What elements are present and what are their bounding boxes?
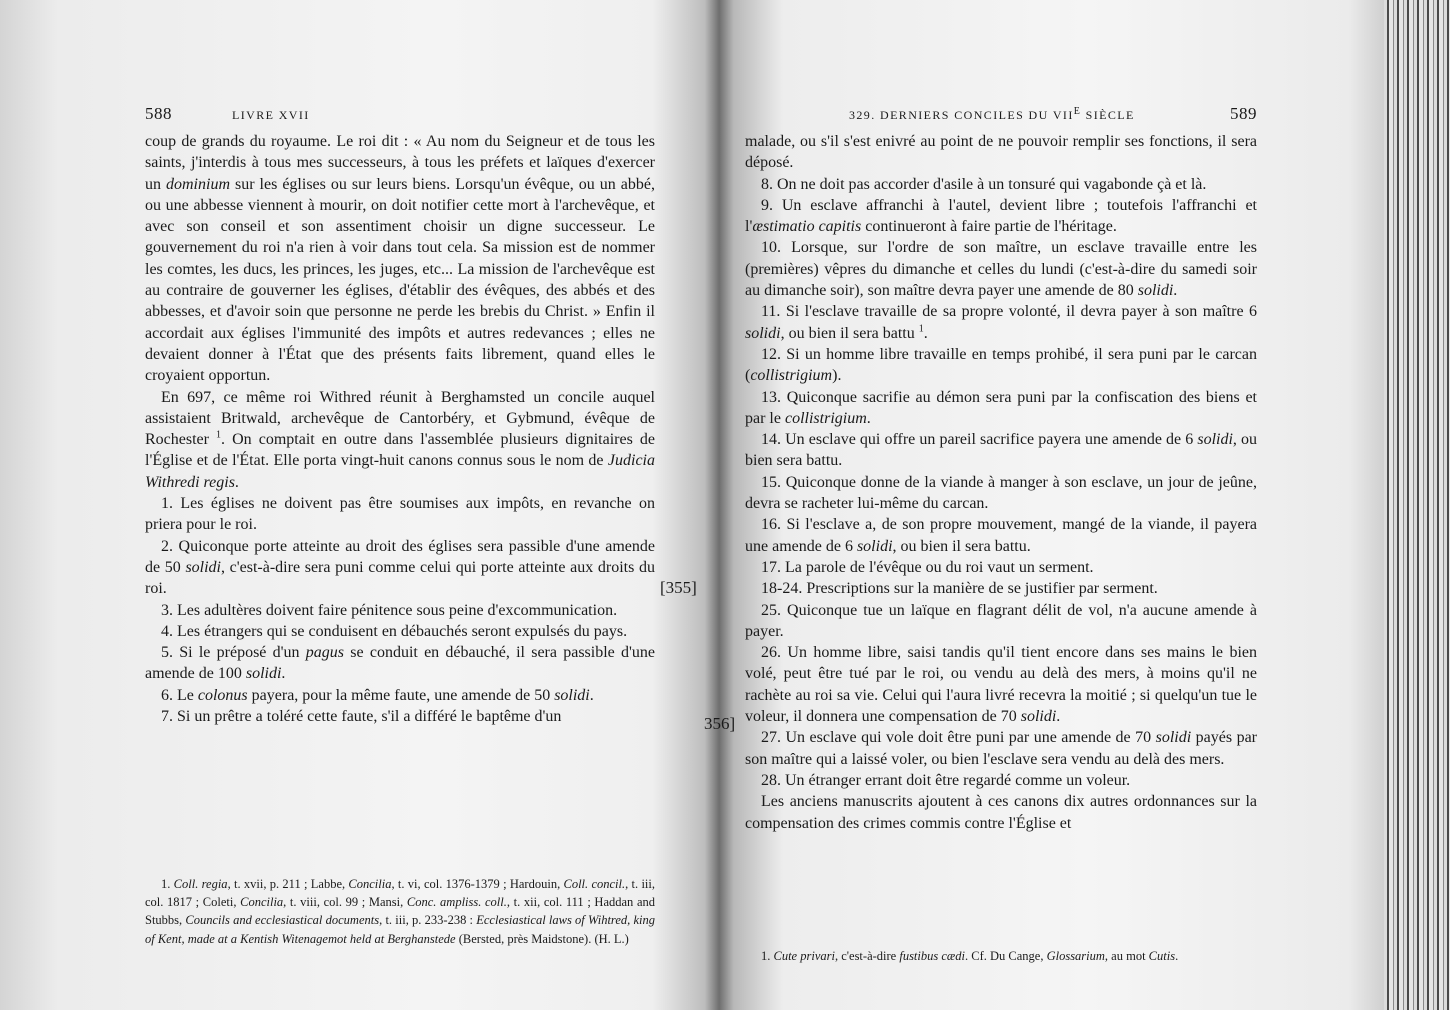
right-paragraph: 18-24. Prescriptions sur la manière de se justifier par serment. — [761, 580, 1158, 598]
left-paragraph: 6. Le colonus payera, pour la même faute, une amende de 50 solidi. — [161, 686, 594, 704]
right-paragraph: 10. Lorsque, sur l'ordre de son maître, un esclave travaille entre les (premières) vêpres du dimanche et celles du lundi (c'est-à-dire du samedi soir au dimanche soir), son maître devra payer une amende de 80 solidi. — [745, 239, 1257, 300]
left-paragraph: 4. Les étrangers qui se conduisent en débauchés seront expulsés du pays. — [161, 622, 628, 640]
right-paragraph: 26. Un homme libre, saisi tandis qu'il tient encore dans ses mains le bien volé, peut être tué par le roi, ou vendu au delà des mers, à moins qu'il ne rachète au roi sa vie. Celui qui l'aura livré recevra la moitié ; si quelqu'un tue le voleur, il donnera une compensation de 70 solidi. — [745, 644, 1257, 726]
right-paragraph: 8. On ne doit pas accorder d'asile à un tonsuré qui vagabonde çà et là. — [761, 175, 1207, 193]
left-body-text — [145, 131, 655, 727]
right-paragraph: 14. Un esclave qui offre un pareil sacrifice payera une amende de 6 solidi, ou bien sera battu. — [745, 431, 1258, 470]
right-paragraph: 15. Quiconque donne de la viande à manger à son esclave, un jour de jeûne, devra se racheter lui-même du carcan. — [745, 473, 1257, 513]
right-paragraph: 13. Quiconque sacrifie au démon sera puni par la confiscation des biens et par le collistrigium. — [745, 388, 1257, 427]
left-paragraph: 7. Si un prêtre a toléré cette faute, s'il a différé le baptême d'un — [161, 708, 562, 726]
right-paragraph: 9. Un esclave affranchi à l'autel, devient libre ; toutefois l'affranchi et l'æstimatio capitis continueront à faire partie de l'héritage. — [745, 196, 1257, 236]
page-edges — [1384, 0, 1450, 1010]
right-paragraph: 27. Un esclave qui vole doit être puni par une amende de 70 solidi payés par son maître qui a laissé voler, ou bien l'esclave sera vendu au delà des mers. — [745, 729, 1257, 768]
right-running-head: 329. DERNIERS CONCILES DU $VII^E$ SIÈCLE — [849, 106, 1135, 122]
left-paragraph: 5. Si le préposé d'un pagus se conduit en débauché, il sera passible d'une amende de 100 solidi. — [145, 644, 656, 683]
left-footnote-text: 1. Coll. regia, t. xvii, p. 211 ; Labbe, Concilia, t. vi, col. 1376-1379 ; Hardouin, Coll. concil., t. iii, col. 1817 ; Coleti, Concilia, t. viii, col. 99 ; Mansi, Conc. ampliss. coll., t. xii, col. 111 ; Haddan and Stubbs, Councils and ecclesiastical documents, t. iii, p. 233-238 : Ecclesiastical laws of Wihtred, king of Kent, made at a Kentish Witenagemot held at Berghanstede (Bersted, près Maidstone). (H. L.) — [145, 877, 655, 946]
right-page-number: 589 — [1230, 104, 1257, 123]
right-page-header — [745, 104, 1257, 124]
right-paragraph: Les anciens manuscrits ajoutent à ces canons dix autres ordonnances sur la compensation des crimes commis contre l'Église et — [745, 793, 1257, 832]
left-paragraph: 3. Les adultères doivent faire pénitence sous peine d'excommunication. — [161, 601, 618, 619]
right-paragraph: malade, ou s'il s'est enivré au point de ne pouvoir remplir ses fonctions, il sera déposé. — [745, 133, 1257, 172]
left-page-header — [145, 104, 655, 124]
right-paragraph: 25. Quiconque tue un laïque en flagrant délit de vol, n'a aucune amende à payer. — [745, 601, 1257, 640]
right-footnote — [745, 947, 1257, 965]
left-running-head: LIVRE XVII — [232, 108, 310, 122]
left-paragraph: 2. Quiconque porte atteinte au droit des églises sera passible d'une amende de 50 solidi, c'est-à-dire sera puni comme celui qui porte atteinte aux droits du roi. — [145, 537, 656, 598]
margin-page-ref-355: [355] — [660, 578, 697, 597]
right-paragraph: 16. Si l'esclave a, de son propre mouvement, mangé de la viande, il payera une amende de 6 solidi, ou bien il sera battu. — [745, 516, 1257, 555]
left-footnote — [145, 875, 655, 948]
right-paragraph: 11. Si l'esclave travaille de sa propre volonté, il devra payer à son maître 6 solidi, ou bien il sera battu $^1$. — [745, 303, 1257, 342]
right-body-text — [745, 131, 1257, 834]
right-paragraph: 28. Un étranger errant doit être regardé comme un voleur. — [761, 771, 1131, 789]
right-paragraph: 17. La parole de l'évêque ou du roi vaut un serment. — [761, 558, 1094, 576]
left-paragraph: 1. Les églises ne doivent pas être soumises aux impôts, en revanche on priera pour le roi. — [145, 495, 655, 534]
margin-page-ref-356: 356] — [704, 714, 736, 733]
left-paragraph: En 697, ce même roi Withred réunit à Berghamsted un concile auquel assistaient Britwald, archevêque de Cantorbéry, et Gybmund, évêque de Rochester $^1$. On comptait en outre dans l'assemblée plusieurs dignitaires de l'Église et de l'État. Elle porta vingt-huit canons connus sous le nom de Judicia Withredi regis. — [145, 388, 655, 491]
left-page-number: 588 — [145, 104, 172, 123]
right-paragraph: 12. Si un homme libre travaille en temps prohibé, il sera puni par le carcan (collistrigium). — [745, 345, 1257, 385]
right-footnote-text: 1. Cute privari, c'est-à-dire fustibus cædi. Cf. Du Cange, Glossarium, au mot Cutis. — [761, 949, 1179, 963]
left-paragraph: coup de grands du royaume. Le roi dit : « Au nom du Seigneur et de tous les saints, j'interdis à tous mes successeurs, à tous les préfets et laïques d'exercer un dominium sur les églises ou sur leurs biens. Lorsqu'un évêque, ou un abbé, ou une abbesse viennent à mourir, on doit notifier cette mort à l'archevêque, et avec son conseil et son assentiment choisir un digne successeur. Le gouvernement du roi n'a rien à voir dans tout cela. Sa mission est de nommer les comtes, les ducs, les princes, les juges, etc... La mission de l'archevêque est au contraire de gouverner les églises, d'établir des évêques, des abbés et des abbesses, et d'avoir soin que personne ne perde les brebis du Christ. » Enfin il accordait aux églises l'immunité des impôts et autres redevances ; elles ne devaient donner à l'État que des présents faits librement, quand elles le croyaient opportun. — [145, 133, 655, 385]
